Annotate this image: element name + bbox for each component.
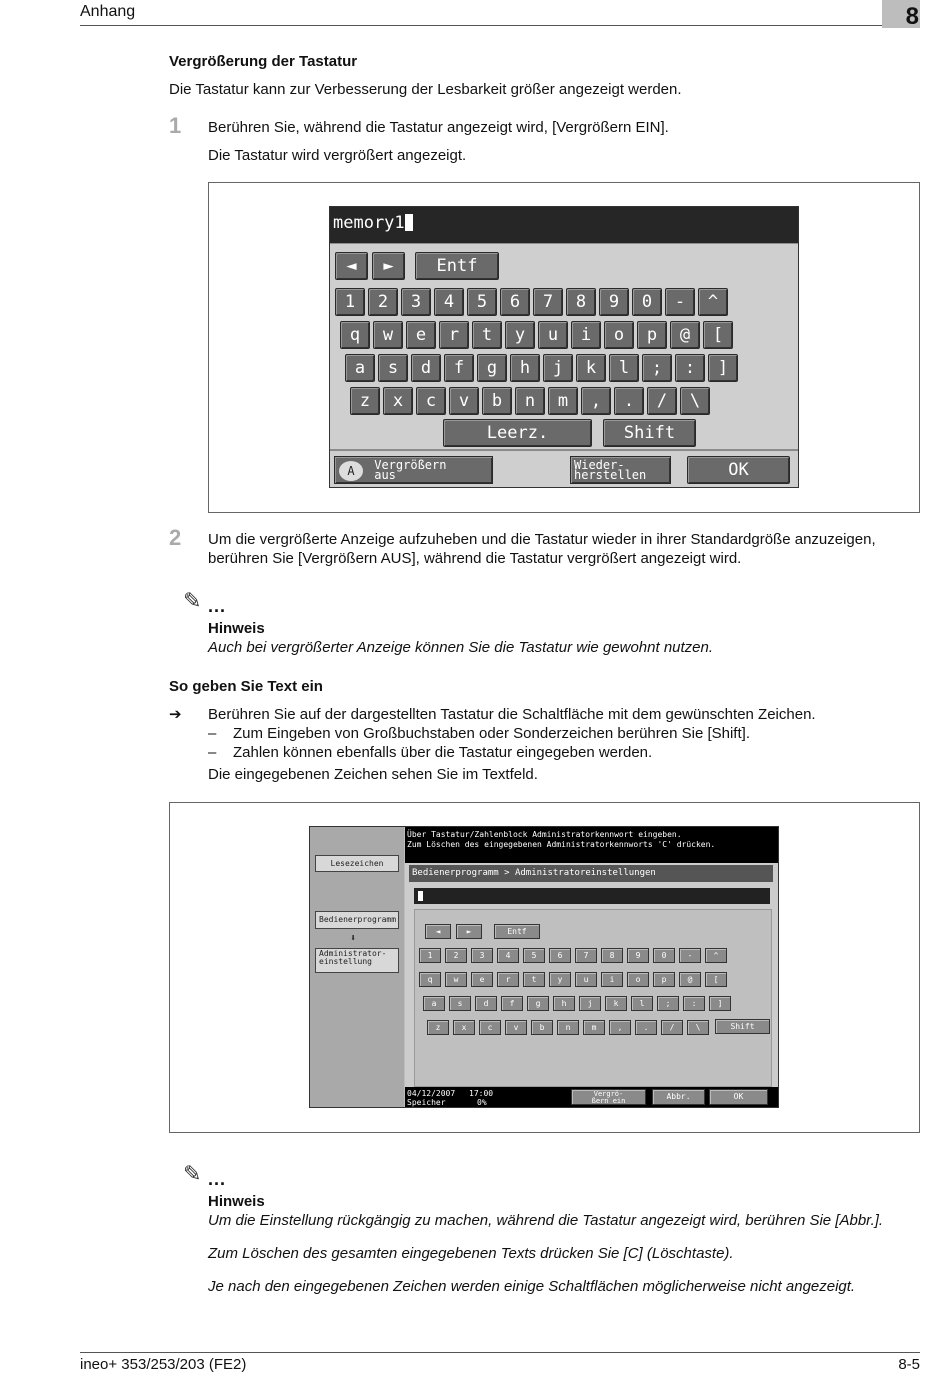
key-row1-8[interactable]: 9: [627, 948, 649, 963]
key-row1-1[interactable]: 2: [368, 288, 398, 316]
key-row1-10[interactable]: -: [665, 288, 695, 316]
key-row1-9[interactable]: 0: [632, 288, 662, 316]
key-row2-5[interactable]: y: [549, 972, 571, 987]
key-row1-10[interactable]: -: [679, 948, 701, 963]
zoom-off-line1: Vergrößern: [374, 458, 447, 472]
key-row2-4[interactable]: t: [523, 972, 545, 987]
section-heading-text-entry: So geben Sie Text ein: [169, 678, 323, 695]
shift-key[interactable]: Shift: [715, 1019, 770, 1034]
key-row3-0[interactable]: a: [345, 354, 375, 382]
bullet-2-text: Zahlen können ebenfalls über die Tastatur eingegeben werden.: [233, 744, 653, 761]
key-row1-7[interactable]: 8: [601, 948, 623, 963]
key-row1-5[interactable]: 6: [500, 288, 530, 316]
key-row2-9[interactable]: p: [653, 972, 675, 987]
step-2-line1: Um die vergrößerte Anzeige aufzuheben und die Tastatur wieder in ihrer Standardgröße anzuzeigen,: [208, 531, 876, 548]
key-row1-6[interactable]: 7: [575, 948, 597, 963]
admin-line2: einstellung: [319, 957, 372, 966]
key-row2-10[interactable]: @: [679, 972, 701, 987]
key-row1-9[interactable]: 0: [653, 948, 675, 963]
cursor-left-key[interactable]: ◄: [335, 252, 368, 280]
cursor-left-key[interactable]: ◄: [425, 924, 451, 939]
key-row2-3[interactable]: r: [439, 321, 469, 349]
key-row3-7[interactable]: k: [605, 996, 627, 1011]
product-name: ineo+ 353/253/203 (FE2): [80, 1356, 247, 1373]
input-cursor: [418, 891, 423, 901]
key-row4-7[interactable]: ,: [609, 1020, 631, 1035]
key-row2-11[interactable]: [: [703, 321, 733, 349]
key-row1-0[interactable]: 1: [419, 948, 441, 963]
restore-line2: herstellen: [574, 468, 647, 482]
key-row4-2[interactable]: c: [479, 1020, 501, 1035]
pencil-icon: ✎: [183, 1161, 202, 1186]
bookmark-button[interactable]: Lesezeichen: [315, 855, 399, 872]
keyboard-panel: [414, 909, 772, 1087]
key-row4-9[interactable]: /: [661, 1020, 683, 1035]
key-row3-3[interactable]: f: [501, 996, 523, 1011]
key-row1-3[interactable]: 4: [497, 948, 519, 963]
step-1-text: Berühren Sie, während die Tastatur angezeigt wird, [Vergrößern EIN].: [208, 119, 669, 136]
shift-key[interactable]: Shift: [603, 419, 696, 447]
key-row1-4[interactable]: 5: [467, 288, 497, 316]
key-row4-10[interactable]: \: [680, 387, 710, 415]
admin-settings-button[interactable]: [315, 948, 399, 973]
key-row3-0[interactable]: a: [423, 996, 445, 1011]
key-row1-0[interactable]: 1: [335, 288, 365, 316]
key-row3-2[interactable]: d: [411, 354, 441, 382]
key-row3-8[interactable]: l: [631, 996, 653, 1011]
status-bar: [405, 1087, 778, 1107]
key-row4-4[interactable]: b: [531, 1020, 553, 1035]
delete-key[interactable]: Entf: [494, 924, 540, 939]
key-row1-11[interactable]: ^: [705, 948, 727, 963]
message-area: [405, 827, 778, 863]
bullet-1-text: Zum Eingeben von Großbuchstaben oder Sonderzeichen berühren Sie [Shift].: [233, 725, 750, 742]
time-text: 17:00: [469, 1089, 494, 1098]
key-row3-4[interactable]: g: [477, 354, 507, 382]
key-row1-8[interactable]: 9: [599, 288, 629, 316]
header-rule: [80, 25, 882, 26]
note-title: Hinweis: [208, 1193, 265, 1210]
key-row2-7[interactable]: i: [571, 321, 601, 349]
cancel-button[interactable]: Abbr.: [652, 1089, 705, 1105]
key-row4-6[interactable]: m: [548, 387, 578, 415]
step-number-2: 2: [169, 525, 182, 550]
bottom-bar: [330, 450, 798, 487]
key-row4-2[interactable]: c: [416, 387, 446, 415]
key-row4-1[interactable]: x: [383, 387, 413, 415]
dash-bullet-2: –: [208, 744, 217, 761]
enlarged-keyboard-screen: [329, 206, 799, 488]
ok-button[interactable]: OK: [709, 1089, 768, 1105]
key-row2-9[interactable]: p: [637, 321, 667, 349]
ok-button[interactable]: OK: [687, 456, 790, 484]
key-row4-8[interactable]: .: [635, 1020, 657, 1035]
message-line2: Zum Löschen des eingegebenen Administratorkennworts 'C' drücken.: [407, 840, 716, 849]
text-field-value: memory1: [333, 213, 405, 233]
key-row4-7[interactable]: ,: [581, 387, 611, 415]
key-row3-11[interactable]: ]: [708, 354, 738, 382]
step-2-line2: berühren Sie [Vergrößern AUS], während die Tastatur vergrößert angezeigt wird.: [208, 550, 742, 567]
key-row4-4[interactable]: b: [482, 387, 512, 415]
key-row4-0[interactable]: z: [350, 387, 380, 415]
key-row2-3[interactable]: r: [497, 972, 519, 987]
key-row1-2[interactable]: 3: [471, 948, 493, 963]
key-row2-0[interactable]: q: [419, 972, 441, 987]
key-row1-5[interactable]: 6: [549, 948, 571, 963]
restore-line1: Wieder-: [574, 458, 625, 472]
key-row3-6[interactable]: j: [579, 996, 601, 1011]
key-row2-4[interactable]: t: [472, 321, 502, 349]
zoom-icon: A: [339, 461, 363, 481]
key-row3-8[interactable]: l: [609, 354, 639, 382]
note-text-3: Je nach den eingegebenen Zeichen werden einige Schaltflächen möglicherweise nicht angezeigt.: [208, 1278, 856, 1295]
dash-bullet-1: –: [208, 725, 217, 742]
delete-key[interactable]: Entf: [415, 252, 499, 280]
note-dots: ...: [208, 1169, 227, 1189]
key-row3-9[interactable]: ;: [657, 996, 679, 1011]
zoom-on-button[interactable]: [571, 1089, 646, 1105]
key-row2-11[interactable]: [: [705, 972, 727, 987]
key-row4-5[interactable]: n: [557, 1020, 579, 1035]
key-row4-9[interactable]: /: [647, 387, 677, 415]
key-row2-8[interactable]: o: [627, 972, 649, 987]
key-row2-10[interactable]: @: [670, 321, 700, 349]
key-row2-0[interactable]: q: [340, 321, 370, 349]
footer-rule: [80, 1352, 920, 1353]
note-text-2: Zum Löschen des gesamten eingegebenen Texts drücken Sie [C] (Löschtaste).: [208, 1245, 734, 1262]
section-intro: Die Tastatur kann zur Verbesserung der Lesbarkeit größer angezeigt werden.: [169, 81, 682, 98]
key-row2-1[interactable]: w: [373, 321, 403, 349]
cursor-right-key[interactable]: ►: [456, 924, 482, 939]
message-line1: Über Tastatur/Zahlenblock Administratorkennwort eingeben.: [407, 830, 682, 839]
key-row3-11[interactable]: ]: [709, 996, 731, 1011]
note-title: Hinweis: [208, 620, 265, 637]
sidebar: [310, 827, 404, 1107]
key-row3-10[interactable]: :: [683, 996, 705, 1011]
key-row1-11[interactable]: ^: [698, 288, 728, 316]
step-number-1: 1: [169, 113, 182, 138]
zoom-on-line1: Vergrö-: [593, 1090, 624, 1098]
key-row3-5[interactable]: h: [510, 354, 540, 382]
zoom-off-line2: aus: [374, 468, 396, 482]
key-row2-2[interactable]: e: [406, 321, 436, 349]
key-row2-2[interactable]: e: [471, 972, 493, 987]
memory-label: Speicher: [407, 1098, 446, 1107]
key-row2-6[interactable]: u: [538, 321, 568, 349]
key-row3-7[interactable]: k: [576, 354, 606, 382]
key-row2-6[interactable]: u: [575, 972, 597, 987]
key-row4-3[interactable]: v: [449, 387, 479, 415]
note-text-1: Um die Einstellung rückgängig zu machen, während die Tastatur angezeigt wird, berühren Sie [Abbr.].: [208, 1212, 884, 1229]
key-row2-8[interactable]: o: [604, 321, 634, 349]
key-row1-3[interactable]: 4: [434, 288, 464, 316]
key-row3-3[interactable]: f: [444, 354, 474, 382]
pencil-icon: ✎: [183, 588, 202, 613]
key-row4-1[interactable]: x: [453, 1020, 475, 1035]
arrow-bullet-icon: ➔: [169, 706, 182, 723]
key-row1-7[interactable]: 8: [566, 288, 596, 316]
cursor-right-key[interactable]: ►: [372, 252, 405, 280]
instruction-text: Berühren Sie auf der dargestellten Tastatur die Schaltfläche mit dem gewünschten Zeichen.: [208, 706, 816, 723]
text-cursor: [405, 214, 413, 231]
key-row3-5[interactable]: h: [553, 996, 575, 1011]
password-input[interactable]: [414, 888, 770, 904]
utility-button[interactable]: Bedienerprogramm: [315, 911, 399, 929]
admin-line1: Administrator-: [319, 949, 387, 958]
keyboard-area: [330, 244, 798, 449]
key-row4-5[interactable]: n: [515, 387, 545, 415]
section-heading-zoom: Vergrößerung der Tastatur: [169, 53, 358, 70]
key-row2-5[interactable]: y: [505, 321, 535, 349]
key-row3-2[interactable]: d: [475, 996, 497, 1011]
running-header: Anhang: [80, 3, 136, 20]
key-row1-4[interactable]: 5: [523, 948, 545, 963]
key-row4-6[interactable]: m: [583, 1020, 605, 1035]
key-row1-6[interactable]: 7: [533, 288, 563, 316]
zoom-on-line2: ßern ein: [591, 1097, 626, 1105]
chapter-number: 8: [882, 0, 920, 28]
text-field[interactable]: [330, 207, 798, 243]
key-row3-10[interactable]: :: [675, 354, 705, 382]
key-row4-10[interactable]: \: [687, 1020, 709, 1035]
key-row4-3[interactable]: v: [505, 1020, 527, 1035]
restore-button[interactable]: [570, 456, 671, 484]
note-dots: ...: [208, 596, 227, 616]
space-key[interactable]: Leerz.: [443, 419, 592, 447]
down-arrow-icon: ⬇: [350, 933, 357, 944]
result-text: Die eingegebenen Zeichen sehen Sie im Textfeld.: [208, 766, 538, 783]
admin-password-screen: [309, 826, 779, 1108]
key-row3-9[interactable]: ;: [642, 354, 672, 382]
zoom-off-button[interactable]: [334, 456, 493, 484]
key-row1-1[interactable]: 2: [445, 948, 467, 963]
step-1-result: Die Tastatur wird vergrößert angezeigt.: [208, 147, 467, 164]
key-row2-1[interactable]: w: [445, 972, 467, 987]
key-row3-1[interactable]: s: [378, 354, 408, 382]
key-row4-8[interactable]: .: [614, 387, 644, 415]
key-row1-2[interactable]: 3: [401, 288, 431, 316]
note-text: Auch bei vergrößerter Anzeige können Sie die Tastatur wie gewohnt nutzen.: [208, 639, 714, 656]
key-row2-7[interactable]: i: [601, 972, 623, 987]
date-text: 04/12/2007: [407, 1089, 456, 1098]
key-row4-0[interactable]: z: [427, 1020, 449, 1035]
breadcrumb: Bedienerprogramm > Administratoreinstellungen: [409, 865, 773, 882]
key-row3-6[interactable]: j: [543, 354, 573, 382]
key-row3-4[interactable]: g: [527, 996, 549, 1011]
memory-value: 0%: [477, 1098, 487, 1107]
page-number: 8-5: [898, 1356, 920, 1373]
key-row3-1[interactable]: s: [449, 996, 471, 1011]
